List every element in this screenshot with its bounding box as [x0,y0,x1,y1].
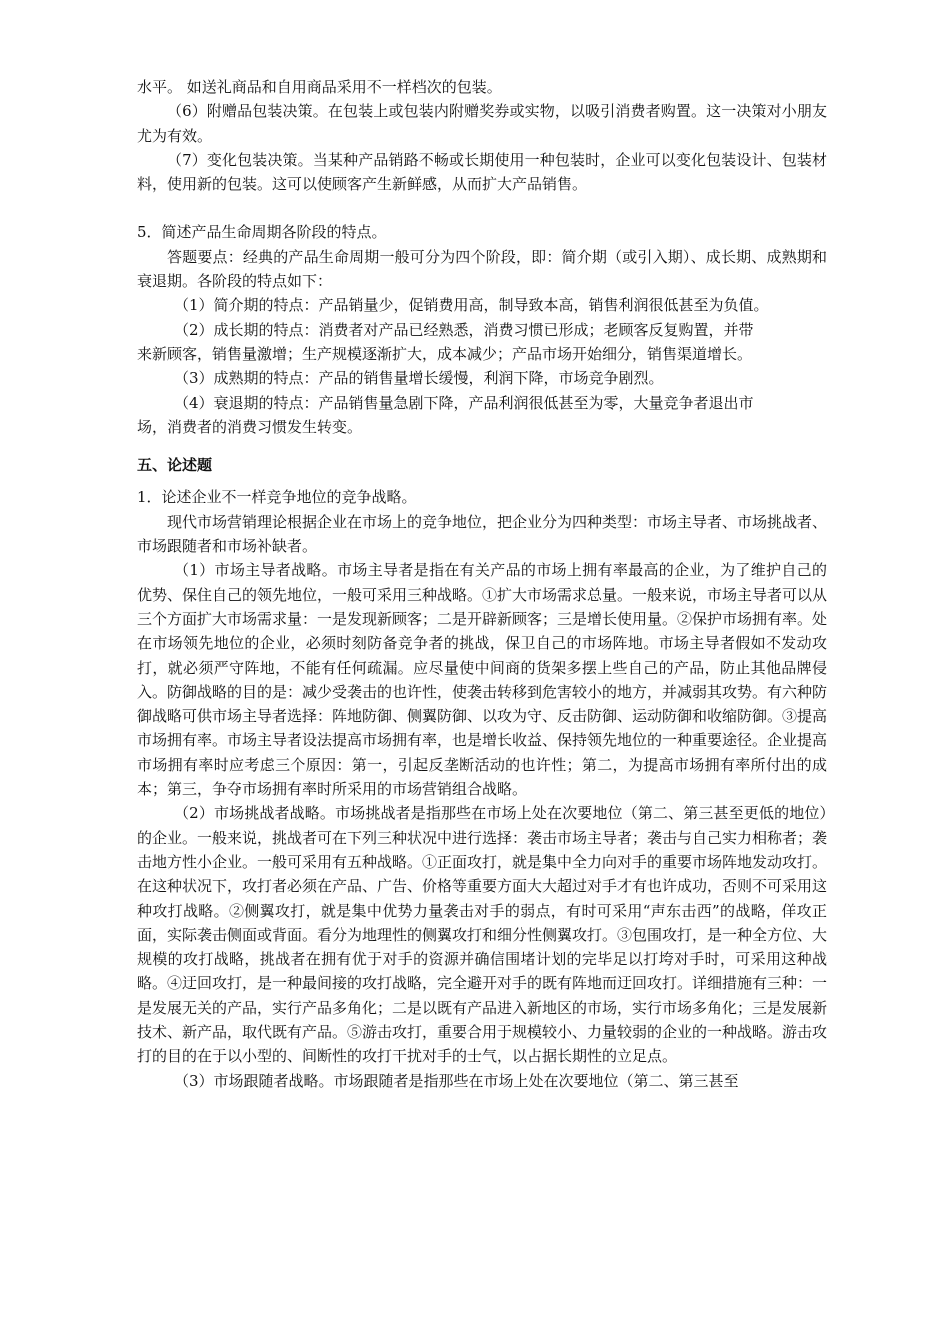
essay-1-challenger-strategy: （2）市场挑战者战略。市场挑战者是指那些在市场上处在次要地位（第二、第三甚至更低的地位）的企业。一般来说，挑战者可在下列三种状况中进行选择：袭击市场主导者；袭击与自己实力相称者；袭击地方性小企业。一般可采用有五种战略。①正面攻打，就是集中全力向对手的重要市场阵地发动攻打。在这种状况下，攻打者必须在产品、广告、价格等重要方面大大超过对手才有也许成功，否则不可采用这种攻打战略。②侧翼攻打，就是集中优势力量袭击对手的弱点，有时可采用“声东击西”的战略，佯攻正面，实际袭击侧面或背面。看分为地理性的侧翼攻打和细分性侧翼攻打。③包围攻打，是一种全方位、大规模的攻打战略，挑战者在拥有优于对手的资源并确信围堵计划的完毕足以打垮对手时，可采用这种战略。④迂回攻打，是一种最间接的攻打战略，完全避开对手的既有阵地而迂回攻打。详细措施有三种：一是发展无关的产品，实行产品多角化；二是以既有产品进入新地区的市场，实行市场多角化；三是发展新技术、新产品，取代既有产品。⑤游击攻打，重要合用于规模较小、力量较弱的企业的一种战略。游击攻打的目的在于以小型的、间断性的攻打干扰对手的士气，以占据长期性的立足点。 [137,804,828,1066]
essay-1-follower-strategy: （3）市场跟随者战略。市场跟随者是指那些在市场上处在次要地位（第二、第三甚至 [174,1071,739,1090]
answer-5-item-3: （3）成熟期的特点：产品的销售量增长缓慢，利润下降，市场竞争剧烈。 [174,369,664,388]
section-heading-essay: 五、论述题 [137,456,213,475]
answer-5-item-1: （1）简介期的特点：产品销量少，促销费用高，制导致本高，销售利润很低甚至为负值。 [174,296,769,315]
spacer [137,196,827,220]
document-body [137,75,827,1093]
answer-5-item-2b: 来新顾客，销售量激增；生产规模逐渐扩大，成本减少；产品市场开始细分，销售渠道增长。 [137,344,753,363]
answer-5-item-2a: （2）成长期的特点：消费者对产品已经熟悉，消费习惯已形成；老顾客反复购置，并带 [174,320,754,339]
essay-1-title: 1．论述企业不一样竞争地位的竞争战略。 [137,488,417,507]
paragraph-packaging-level: 水平。 如送礼商品和自用商品采用不一样档次的包装。 [137,78,502,96]
essay-1-intro: 现代市场营销理论根据企业在市场上的竞争地位，把企业分为四种类型：市场主导者、市场挑战者、市场跟随者和市场补缺者。 [137,512,828,556]
answer-5-item-4a: （4）衰退期的特点：产品销售量急剧下降，产品利润很低甚至为零，大量竞争者退出市 [174,393,754,412]
answer-5-intro: 答题要点：经典的产品生命周期一般可分为四个阶段，即：简介期（或引入期）、成长期、成熟期和衰退期。各阶段的特点如下： [137,247,827,291]
paragraph-gift-packaging: （6）附赠品包装决策。在包装上或包装内附赠奖券或实物，以吸引消费者购置。这一决策对小朋友尤为有效。 [137,102,827,145]
answer-5-item-4b: 场，消费者的消费习惯发生转变。 [137,417,363,436]
question-5-title: 5．简述产品生命周期各阶段的特点。 [137,223,387,242]
essay-1-leader-strategy: （1）市场主导者战略。市场主导者是指在有关产品的市场上拥有率最高的企业，为了维护自己的优势、保住自己的领先地位，一般可采用三种战略。①扩大市场需求总量。一般来说，市场主导者可以从三个方面扩大市场需求量：一是发现新顾客；二是开辟新顾客；三是增长使用量。②保护市场拥有率。处在市场领先地位的企业，必须时刻防备竞争者的挑战，保卫自己的市场阵地。市场主导者假如不发动攻打，就必须严守阵地，不能有任何疏漏。应尽量使中间商的货架多摆上些自己的产品，防止其他品牌侵入。防御战略的目的是：减少受袭击的也许性，使袭击转移到危害较小的地方，并减弱其攻势。有六种防御战略可供市场主导者选择：阵地防御、侧翼防御、以攻为守、反击防御、运动防御和收缩防御。③提高市场拥有率。市场主导者设法提高市场拥有率，也是增长收益、保持领先地位的一种重要途径。企业提高市场拥有率时应考虑三个原因：第一，引起反垄断活动的也许性；第二，为提高市场拥有率所付出的成本；第三，争夺市场拥有率时所采用的市场营销组合战略。 [137,561,828,799]
paragraph-change-packaging: （7）变化包装决策。当某种产品销路不畅或长期使用一种包装时，企业可以变化包装设计、包装材料，使用新的包装。这可以使顾客产生新鲜感，从而扩大产品销售。 [137,150,827,194]
